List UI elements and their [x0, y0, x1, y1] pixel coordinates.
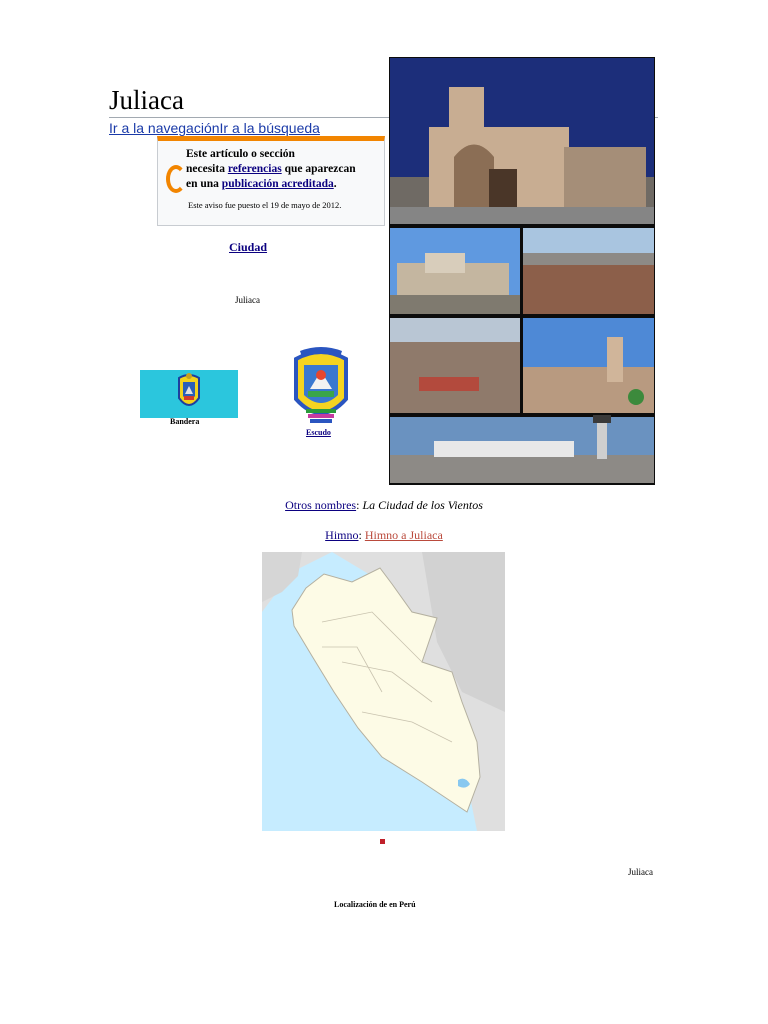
church-plaza-photo: [523, 318, 654, 413]
accredited-publication-link[interactable]: publicación acreditada: [221, 178, 334, 190]
cathedral-photo: [390, 58, 654, 224]
other-names-row: [0, 498, 768, 513]
title-divider: [109, 117, 389, 118]
flag-emblem-icon: [175, 372, 203, 416]
notice-line2-post: que aparezcan: [281, 163, 356, 175]
map-city-label: Juliaca: [628, 867, 653, 877]
notice-text: [186, 147, 381, 192]
page-title: Juliaca: [109, 85, 184, 115]
warning-bracket-icon: [166, 165, 186, 193]
anthem-row: [0, 528, 768, 543]
building-photo: [390, 228, 520, 314]
cityscape-photo-2: [390, 318, 520, 413]
flag-image[interactable]: [140, 370, 238, 418]
notice-date: Este aviso fue puesto el 19 de mayo de 2012.: [188, 200, 342, 210]
shield-caption-link[interactable]: Escudo: [306, 428, 331, 437]
title-divider-right: [655, 117, 658, 118]
anthem-link[interactable]: Himno: [325, 528, 359, 542]
flag-caption: Bandera: [170, 417, 200, 426]
notice-line1: Este artículo o sección: [186, 148, 295, 160]
city-photo-collage[interactable]: [389, 57, 655, 485]
anthem-separator: :: [358, 528, 365, 542]
map-caption: Localización de en Perú: [334, 900, 416, 909]
city-type-link[interactable]: Ciudad: [229, 240, 268, 254]
notice-line3-pre: en una: [186, 178, 222, 190]
other-names-separator: :: [356, 498, 363, 512]
cityscape-photo-1: [523, 228, 654, 314]
city-location-marker: [380, 839, 385, 844]
notice-line3-post: .: [333, 178, 337, 190]
references-notice-box: [157, 136, 385, 226]
city-name-label: Juliaca: [235, 295, 260, 305]
notice-line2-pre: necesita: [186, 163, 228, 175]
peru-location-map[interactable]: [262, 552, 505, 831]
anthem-value-link[interactable]: Himno a Juliaca: [364, 528, 443, 542]
other-names-link[interactable]: Otros nombres: [285, 498, 357, 512]
airport-photo: [390, 415, 654, 483]
coat-of-arms-image[interactable]: [290, 345, 352, 429]
other-names-value: La Ciudad de los Vientos: [362, 498, 483, 512]
skip-navigation-links[interactable]: Ir a la navegaciónIr a la búsqueda: [109, 120, 320, 136]
references-link[interactable]: referencias: [227, 163, 282, 175]
